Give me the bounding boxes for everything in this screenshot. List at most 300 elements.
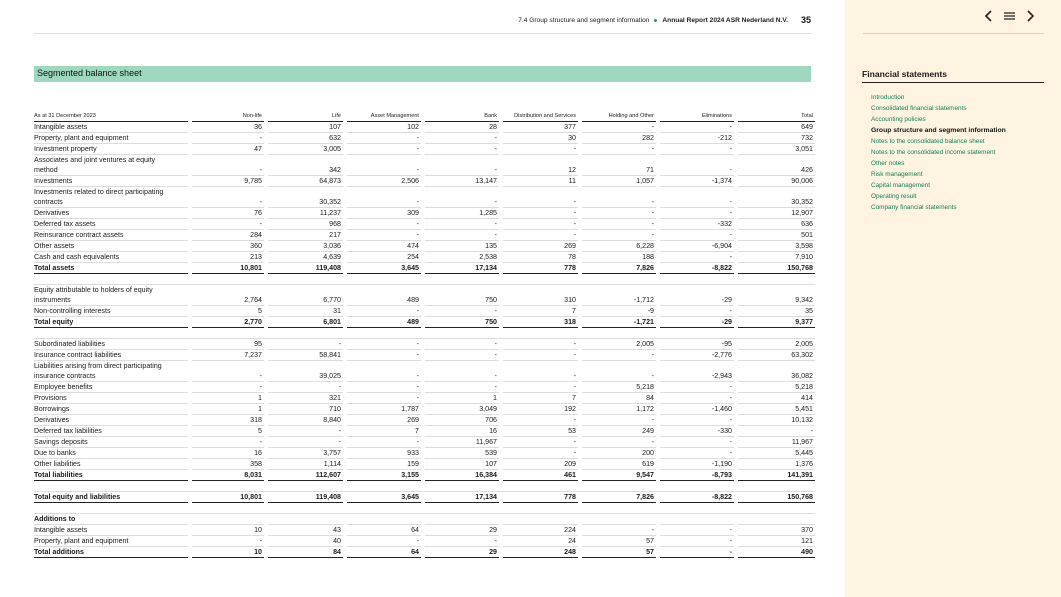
value-cell: - (503, 382, 578, 393)
value-cell: 3,005 (268, 144, 343, 155)
value-cell: - (660, 536, 734, 547)
value-cell: - (503, 219, 578, 230)
chevron-left-icon[interactable] (984, 10, 994, 22)
sidebar-item[interactable]: Other notes (871, 160, 905, 167)
value-cell: 321 (268, 393, 343, 404)
breadcrumb (518, 15, 811, 25)
value-cell: - (192, 133, 264, 144)
value-cell: 1,172 (582, 404, 656, 415)
value-cell (425, 514, 499, 525)
value-cell: - (660, 208, 734, 219)
value-cell: 6,228 (582, 241, 656, 252)
value-cell: - (503, 144, 578, 155)
total-row (34, 492, 815, 503)
value-cell: 9,342 (738, 285, 815, 306)
value-cell: -9 (582, 306, 656, 317)
table-row (34, 155, 815, 176)
value-cell: 192 (503, 404, 578, 415)
value-cell: 90,006 (738, 176, 815, 187)
row-label (34, 252, 188, 263)
value-cell (192, 514, 264, 525)
value-cell: - (347, 219, 421, 230)
sidebar-item[interactable]: Accounting policies (871, 116, 926, 123)
value-cell: -1,721 (582, 317, 656, 328)
value-cell: 217 (268, 230, 343, 241)
row-label (34, 155, 188, 176)
value-cell: -29 (660, 285, 734, 306)
value-cell: - (268, 437, 343, 448)
value-cell: 3,036 (268, 241, 343, 252)
value-cell: - (503, 415, 578, 426)
row-label (34, 339, 188, 350)
value-cell: 119,408 (268, 263, 343, 274)
value-cell: - (582, 230, 656, 241)
spacer-row (34, 503, 815, 514)
report-title: Annual Report 2024 ASR Nederland N.V. (662, 16, 788, 24)
value-cell: 7,826 (582, 263, 656, 274)
value-cell: - (660, 382, 734, 393)
value-cell: 102 (347, 122, 421, 133)
value-cell: - (582, 187, 656, 208)
value-cell: 35 (738, 306, 815, 317)
total-row (34, 470, 815, 481)
value-cell: 159 (347, 459, 421, 470)
value-cell: 377 (503, 122, 578, 133)
value-cell: 778 (503, 492, 578, 503)
sidebar-item[interactable]: Operating result (871, 193, 917, 200)
value-cell: - (582, 437, 656, 448)
value-cell: 619 (582, 459, 656, 470)
value-cell: 31 (268, 306, 343, 317)
value-cell: 17,134 (425, 492, 499, 503)
value-cell: 282 (582, 133, 656, 144)
value-cell: 107 (268, 122, 343, 133)
row-label-line: Investment property (34, 145, 97, 153)
value-cell: -330 (660, 426, 734, 437)
value-cell: - (503, 350, 578, 361)
value-cell: -29 (660, 317, 734, 328)
value-cell: 3,757 (268, 448, 343, 459)
value-cell: 53 (503, 426, 578, 437)
value-cell: 30,352 (268, 187, 343, 208)
value-cell: 269 (503, 241, 578, 252)
value-cell: - (660, 547, 734, 558)
value-cell: - (582, 350, 656, 361)
value-cell: - (425, 361, 499, 382)
value-cell: - (425, 155, 499, 176)
row-label (34, 525, 188, 536)
value-cell (268, 514, 343, 525)
value-cell: 29 (425, 525, 499, 536)
value-cell: 710 (268, 404, 343, 415)
value-cell: 1,057 (582, 176, 656, 187)
value-cell: 29 (425, 547, 499, 558)
row-label (34, 393, 188, 404)
value-cell: - (425, 133, 499, 144)
value-cell: - (347, 306, 421, 317)
sidebar-item[interactable]: Risk management (871, 171, 923, 178)
table-header-row (34, 110, 815, 122)
value-cell: - (582, 415, 656, 426)
value-cell: 358 (192, 459, 264, 470)
table-row (34, 176, 815, 187)
value-cell: - (503, 437, 578, 448)
sidebar-item[interactable]: Introduction (871, 94, 905, 101)
spacer-cell (34, 274, 815, 285)
value-cell (503, 514, 578, 525)
value-cell: 1,285 (425, 208, 499, 219)
column-header: As at 31 December 2023 (34, 110, 188, 122)
row-label-line: Savings deposits (34, 438, 88, 446)
value-cell: - (347, 350, 421, 361)
value-cell: 11,967 (425, 437, 499, 448)
row-label-line: Associates and joint ventures at equity (34, 156, 156, 164)
value-cell: - (660, 306, 734, 317)
value-cell: -2,776 (660, 350, 734, 361)
value-cell: 12 (503, 155, 578, 176)
value-cell: 135 (425, 241, 499, 252)
value-cell: 36 (192, 122, 264, 133)
value-cell: - (192, 219, 264, 230)
value-cell: 11 (503, 176, 578, 187)
value-cell: 490 (738, 547, 815, 558)
value-cell: 632 (268, 133, 343, 144)
value-cell: 10 (192, 525, 264, 536)
value-cell: 269 (347, 415, 421, 426)
value-cell: - (347, 187, 421, 208)
value-cell (660, 514, 734, 525)
value-cell: 10,801 (192, 492, 264, 503)
value-cell: 6,770 (268, 285, 343, 306)
value-cell: 7 (503, 306, 578, 317)
value-cell: 64,873 (268, 176, 343, 187)
table-row (34, 252, 815, 263)
value-cell: - (425, 382, 499, 393)
sidebar-nav-list (871, 92, 1006, 213)
value-cell: 933 (347, 448, 421, 459)
value-cell: 8,031 (192, 470, 264, 481)
spacer-cell (34, 481, 815, 492)
value-cell: - (347, 230, 421, 241)
value-cell: 2,506 (347, 176, 421, 187)
value-cell: 4,639 (268, 252, 343, 263)
row-label-line: Deferred tax assets (34, 220, 96, 228)
row-label (34, 361, 188, 382)
value-cell: 7 (347, 426, 421, 437)
column-header: Life (268, 110, 343, 122)
row-label-line: Derivatives (34, 209, 70, 217)
value-cell: - (582, 122, 656, 133)
value-cell: 84 (268, 547, 343, 558)
value-cell: 39,025 (268, 361, 343, 382)
value-cell: 489 (347, 285, 421, 306)
value-cell: - (503, 361, 578, 382)
row-label (34, 404, 188, 415)
value-cell: - (582, 208, 656, 219)
row-label-line: instruments (34, 296, 71, 304)
value-cell: - (425, 339, 499, 350)
menu-icon[interactable] (1003, 10, 1016, 22)
value-cell: -95 (660, 339, 734, 350)
value-cell: 370 (738, 525, 815, 536)
value-cell: 706 (425, 415, 499, 426)
value-cell: 150,768 (738, 492, 815, 503)
table-row (34, 426, 815, 437)
value-cell: 489 (347, 317, 421, 328)
value-cell: 10,801 (192, 263, 264, 274)
value-cell: - (192, 155, 264, 176)
value-cell: 1,787 (347, 404, 421, 415)
value-cell: 11,967 (738, 437, 815, 448)
row-label (34, 350, 188, 361)
row-label-line: Property, plant and equipment (34, 134, 129, 142)
value-cell: 95 (192, 339, 264, 350)
table-row (34, 144, 815, 155)
row-label-line: Additions to (34, 515, 76, 523)
value-cell: - (425, 219, 499, 230)
row-label (34, 122, 188, 133)
value-cell: 5,451 (738, 404, 815, 415)
spacer-row (34, 274, 815, 285)
row-label-line: Deferred tax liabilities (34, 427, 102, 435)
table-row (34, 339, 815, 350)
value-cell: - (192, 382, 264, 393)
value-cell: 5,445 (738, 448, 815, 459)
value-cell: - (347, 144, 421, 155)
value-cell: - (660, 230, 734, 241)
row-label (34, 382, 188, 393)
value-cell: 2,764 (192, 285, 264, 306)
row-label (34, 133, 188, 144)
value-cell: 750 (425, 317, 499, 328)
value-cell: 107 (425, 459, 499, 470)
value-cell: - (347, 361, 421, 382)
value-cell: 778 (503, 263, 578, 274)
sidebar-item[interactable]: Group structure and segment information (871, 127, 1006, 134)
value-cell: 36,082 (738, 361, 815, 382)
spacer-cell (34, 503, 815, 514)
value-cell: 57 (582, 547, 656, 558)
row-label-line: Investments related to direct participating (34, 188, 164, 196)
value-cell: 40 (268, 536, 343, 547)
value-cell: 13,147 (425, 176, 499, 187)
value-cell: 9,547 (582, 470, 656, 481)
sidebar-item[interactable]: Consolidated financial statements (871, 105, 967, 112)
value-cell: -1,460 (660, 404, 734, 415)
row-label-line: Intangible assets (34, 526, 88, 534)
row-label-line: Total equity and liabilities (34, 493, 121, 501)
table-row (34, 415, 815, 426)
value-cell: 10,132 (738, 415, 815, 426)
value-cell: -212 (660, 133, 734, 144)
column-header: Asset Management (347, 110, 421, 122)
row-label-line: Total equity (34, 318, 74, 326)
value-cell: 414 (738, 393, 815, 404)
value-cell: -6,904 (660, 241, 734, 252)
row-label-line: Borrowings (34, 405, 70, 413)
value-cell: -1,374 (660, 176, 734, 187)
row-label-line: Reinsurance contract assets (34, 231, 124, 239)
row-label-line: Insurance contract liabilities (34, 351, 122, 359)
value-cell: - (192, 437, 264, 448)
row-label (34, 536, 188, 547)
table-row (34, 122, 815, 133)
value-cell: 309 (347, 208, 421, 219)
column-header: Bank (425, 110, 499, 122)
column-header: Holding and Other (582, 110, 656, 122)
table-row (34, 459, 815, 470)
value-cell: -2,943 (660, 361, 734, 382)
value-cell: 2,005 (738, 339, 815, 350)
row-label (34, 306, 188, 317)
value-cell: 2,005 (582, 339, 656, 350)
table-row (34, 448, 815, 459)
value-cell: - (582, 361, 656, 382)
table-row (34, 437, 815, 448)
row-label (34, 415, 188, 426)
chevron-right-icon[interactable] (1025, 10, 1035, 22)
row-label-line: method (34, 166, 58, 174)
row-label-line: Subordinated liabilities (34, 340, 105, 348)
value-cell: 1 (192, 404, 264, 415)
value-cell: 28 (425, 122, 499, 133)
value-cell: 71 (582, 155, 656, 176)
value-cell: -8,793 (660, 470, 734, 481)
value-cell: - (347, 339, 421, 350)
value-cell: 5 (192, 306, 264, 317)
value-cell: 30,352 (738, 187, 815, 208)
value-cell: 5,218 (582, 382, 656, 393)
value-cell: 3,598 (738, 241, 815, 252)
value-cell: - (503, 187, 578, 208)
value-cell: 636 (738, 219, 815, 230)
page-nav (984, 10, 1035, 22)
value-cell: 1 (192, 393, 264, 404)
value-cell: 9,377 (738, 317, 815, 328)
value-cell: - (582, 525, 656, 536)
value-cell: - (660, 448, 734, 459)
value-cell: - (738, 426, 815, 437)
spacer-row (34, 328, 815, 339)
value-cell: 3,051 (738, 144, 815, 155)
value-cell: 224 (503, 525, 578, 536)
table-row (34, 525, 815, 536)
value-cell: - (582, 144, 656, 155)
sidebar-item[interactable]: Capital management (871, 182, 930, 189)
row-label-line: Total liabilities (34, 471, 83, 479)
value-cell: 7,910 (738, 252, 815, 263)
value-cell: 209 (503, 459, 578, 470)
value-cell: - (268, 339, 343, 350)
value-cell: 248 (503, 547, 578, 558)
value-cell: 2,538 (425, 252, 499, 263)
value-cell: - (425, 536, 499, 547)
value-cell: - (347, 133, 421, 144)
value-cell: - (660, 437, 734, 448)
value-cell: 8,840 (268, 415, 343, 426)
value-cell: - (192, 536, 264, 547)
segmented-balance-table (34, 110, 815, 558)
value-cell: 7,237 (192, 350, 264, 361)
value-cell: 1 (425, 393, 499, 404)
row-label (34, 317, 188, 328)
row-label (34, 230, 188, 241)
value-cell (347, 514, 421, 525)
value-cell: 141,391 (738, 470, 815, 481)
value-cell: 3,645 (347, 492, 421, 503)
value-cell: - (425, 144, 499, 155)
row-label (34, 176, 188, 187)
table-row (34, 306, 815, 317)
value-cell: - (660, 122, 734, 133)
value-cell: - (425, 230, 499, 241)
row-label (34, 144, 188, 155)
value-cell: 213 (192, 252, 264, 263)
value-cell (582, 514, 656, 525)
value-cell: 9,785 (192, 176, 264, 187)
sidebar-item[interactable]: Notes to the consolidated income statement (871, 149, 996, 156)
table-row (34, 241, 815, 252)
value-cell: 24 (503, 536, 578, 547)
breadcrumb-section[interactable]: 7.4 Group structure and segment information (518, 16, 650, 24)
sidebar-title[interactable]: Financial statements (862, 69, 1044, 83)
value-cell: 121 (738, 536, 815, 547)
row-label-line: Equity attributable to holders of equity (34, 286, 153, 294)
row-label-line: Employee benefits (34, 383, 93, 391)
row-label (34, 241, 188, 252)
row-label (34, 492, 188, 503)
value-cell: -1,190 (660, 459, 734, 470)
spacer-cell (34, 328, 815, 339)
value-cell: - (347, 536, 421, 547)
row-label (34, 459, 188, 470)
row-label (34, 547, 188, 558)
value-cell: 58,841 (268, 350, 343, 361)
value-cell: 539 (425, 448, 499, 459)
value-cell: 30 (503, 133, 578, 144)
table-row (34, 393, 815, 404)
sidebar-item[interactable]: Notes to the consolidated balance sheet (871, 138, 985, 145)
row-label-line: Liabilities arising from direct participating (34, 362, 162, 370)
row-label-line: Derivatives (34, 416, 70, 424)
value-cell: - (503, 339, 578, 350)
value-cell: - (347, 437, 421, 448)
row-label-line: Due to banks (34, 449, 76, 457)
row-label-line: Cash and cash equivalents (34, 253, 120, 261)
sidebar-item[interactable]: Company financial statements (871, 204, 957, 211)
table-row (34, 350, 815, 361)
table-row (34, 187, 815, 208)
total-row (34, 317, 815, 328)
column-header: Distribution and Services (503, 110, 578, 122)
value-cell: - (268, 426, 343, 437)
value-cell: 732 (738, 133, 815, 144)
table-row (34, 230, 815, 241)
value-cell: 63,302 (738, 350, 815, 361)
value-cell: - (660, 393, 734, 404)
value-cell: 200 (582, 448, 656, 459)
row-label (34, 514, 188, 525)
value-cell: 150,768 (738, 263, 815, 274)
table-row (34, 285, 815, 306)
value-cell: 3,049 (425, 404, 499, 415)
value-cell: 112,607 (268, 470, 343, 481)
value-cell: 1,114 (268, 459, 343, 470)
row-label-line: contracts (34, 198, 63, 206)
row-label (34, 187, 188, 208)
value-cell: 47 (192, 144, 264, 155)
value-cell: - (347, 382, 421, 393)
